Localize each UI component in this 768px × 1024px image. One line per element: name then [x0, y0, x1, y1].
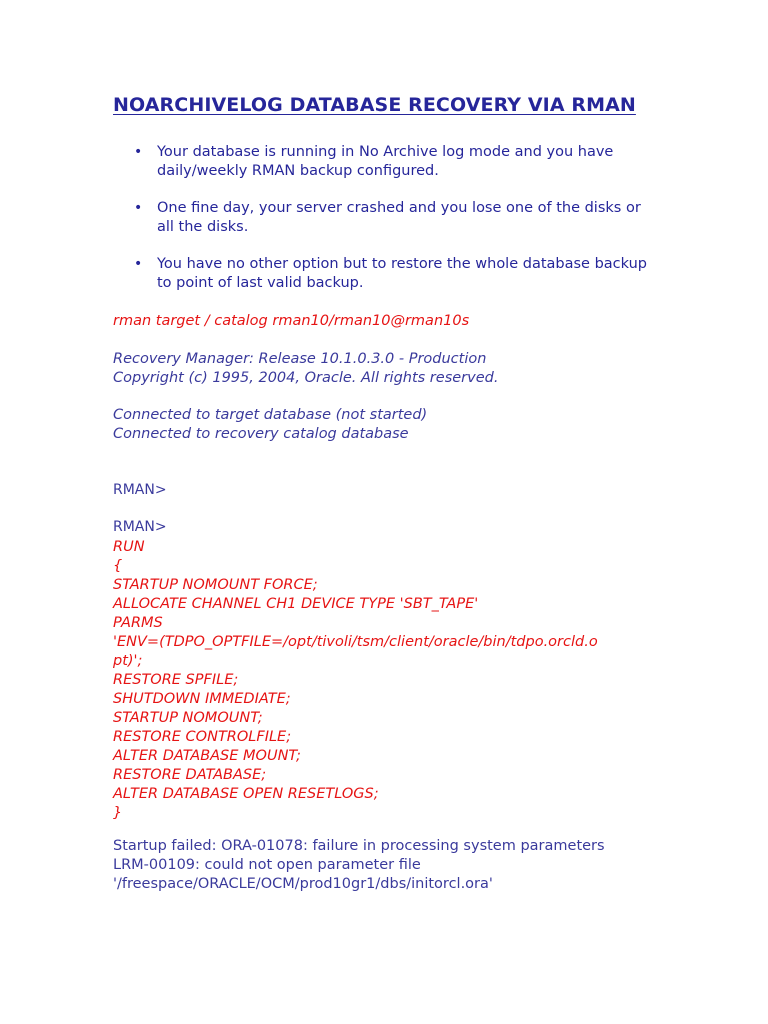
banner-line: Recovery Manager: Release 10.1.0.3.0 - Production: [113, 351, 487, 367]
script-line: SHUTDOWN IMMEDIATE;: [113, 691, 291, 707]
connection-line: Connected to target database (not started): [113, 407, 428, 423]
script-line: STARTUP NOMOUNT;: [113, 710, 263, 726]
script-line: RESTORE DATABASE;: [113, 767, 267, 783]
bullet-item: [112, 199, 652, 237]
page-title: NOARCHIVELOG DATABASE RECOVERY VIA RMAN: [113, 94, 636, 116]
error-line: '/freespace/ORACLE/OCM/prod10gr1/dbs/initorcl.ora': [113, 876, 493, 892]
bullet-icon: •: [134, 256, 143, 272]
rman-banner: [113, 350, 673, 388]
bullet-icon: •: [134, 144, 143, 160]
bullet-text: Your database is running in No Archive log mode and you have daily/weekly RMAN backup configured.: [157, 144, 614, 179]
bullet-item: [112, 255, 652, 293]
script-line: }: [113, 805, 123, 821]
script-line: STARTUP NOMOUNT FORCE;: [113, 577, 318, 593]
script-line: RUN: [113, 539, 145, 555]
error-line: LRM-00109: could not open parameter file: [113, 857, 421, 873]
script-line: ALLOCATE CHANNEL CH1 DEVICE TYPE 'SBT_TAPE': [113, 596, 479, 612]
script-line: pt)';: [113, 653, 143, 669]
rman-prompt: RMAN>: [113, 519, 167, 535]
script-line: PARMS: [113, 615, 163, 631]
rman-connect-command: rman target / catalog rman10/rman10@rman10s: [113, 313, 470, 329]
bullet-list: [112, 143, 652, 311]
error-line: Startup failed: ORA-01078: failure in processing system parameters: [113, 838, 605, 854]
script-line: ALTER DATABASE OPEN RESETLOGS;: [113, 786, 379, 802]
script-line: {: [113, 558, 123, 574]
bullet-text: You have no other option but to restore the whole database backup to point of last valid backup.: [157, 256, 647, 291]
rman-prompt: RMAN>: [113, 482, 167, 498]
error-output: [113, 837, 605, 894]
rman-run-script: [113, 538, 598, 823]
script-line: RESTORE CONTROLFILE;: [113, 729, 292, 745]
bullet-item: [112, 143, 652, 181]
connection-line: Connected to recovery catalog database: [113, 426, 409, 442]
script-line: 'ENV=(TDPO_OPTFILE=/opt/tivoli/tsm/client/oracle/bin/tdpo.orcld.o: [113, 634, 598, 650]
script-line: RESTORE SPFILE;: [113, 672, 239, 688]
banner-line: Copyright (c) 1995, 2004, Oracle. All rights reserved.: [113, 370, 499, 386]
bullet-text: One fine day, your server crashed and you lose one of the disks or all the disks.: [157, 200, 641, 235]
bullet-icon: •: [134, 200, 143, 216]
connection-status: [113, 406, 673, 444]
script-line: ALTER DATABASE MOUNT;: [113, 748, 301, 764]
